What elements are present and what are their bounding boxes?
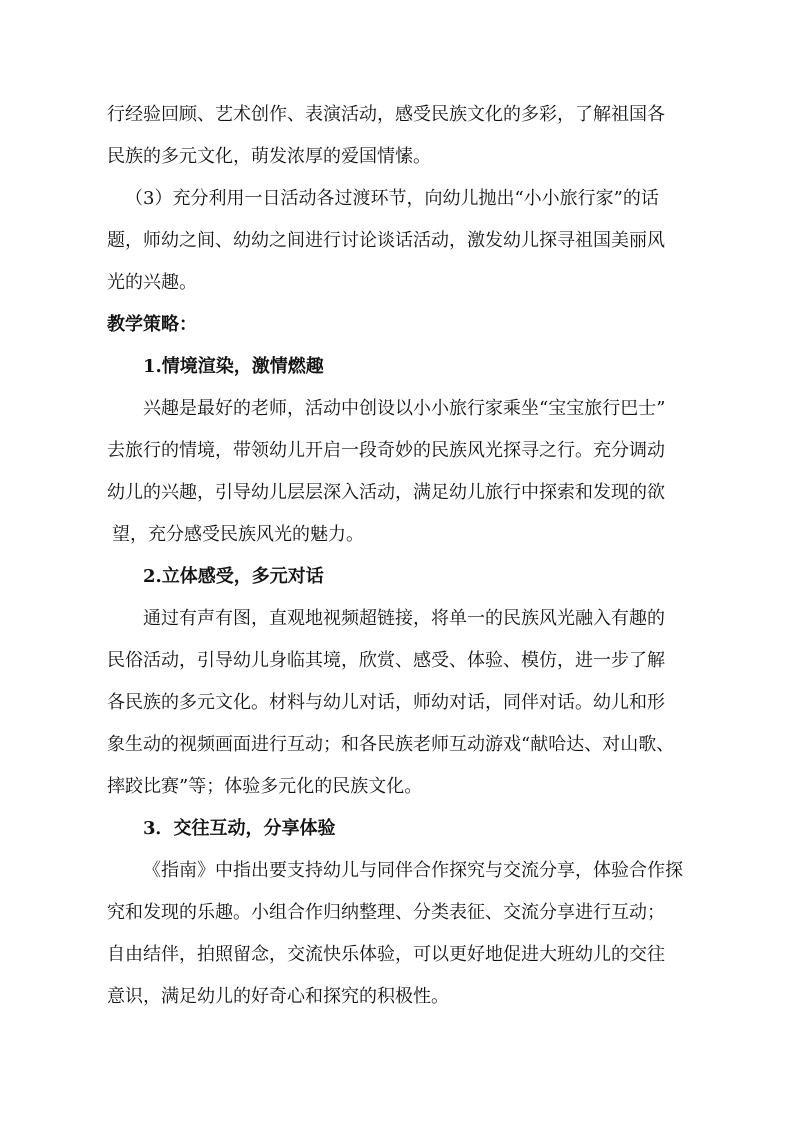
- paragraph-line: 意识，满足幼儿的好奇心和探究的积极性。: [107, 986, 449, 1007]
- subsection-heading: 3．交往互动，分享体验: [143, 818, 336, 839]
- paragraph-line: 象生动的视频画面进行互动；和各民族老师互动游戏“献哈达、对山歌、: [107, 734, 675, 755]
- subsection-heading: 1.情境渲染，激情燃趣: [143, 356, 324, 377]
- paragraph-line: 兴趣是最好的老师，活动中创设以小小旅行家乘坐“宝宝旅行巴士”: [143, 398, 666, 419]
- paragraph-line: 光的兴趣。: [107, 272, 197, 293]
- paragraph-line: 民俗活动，引导幼儿身临其境，欣赏、感受、体验、模仿，进一步了解: [107, 650, 665, 671]
- paragraph-line: 自由结伴，拍照留念，交流快乐体验，可以更好地促进大班幼儿的交往: [107, 944, 665, 965]
- paragraph-line: 《指南》中指出要支持幼儿与同伴合作探究与交流分享，体验合作探: [143, 860, 683, 881]
- paragraph-line: 幼儿的兴趣，引导幼儿层层深入活动，满足幼儿旅行中探索和发现的欲: [107, 482, 665, 503]
- paragraph-line: 行经验回顾、艺术创作、表演活动，感受民族文化的多彩，了解祖国各: [107, 104, 665, 125]
- paragraph-line: 题，师幼之间、幼幼之间进行讨论谈话活动，激发幼儿探寻祖国美丽风: [107, 230, 665, 251]
- paragraph-line: 各民族的多元文化。材料与幼儿对话，师幼对话，同伴对话。幼儿和形: [107, 692, 665, 713]
- paragraph-line: 民族的多元文化，萌发浓厚的爱国情愫。: [107, 146, 431, 167]
- subsection-heading: 2.立体感受，多元对话: [143, 566, 324, 587]
- paragraph-line: 通过有声有图，直观地视频超链接，将单一的民族风光融入有趣的: [143, 608, 665, 629]
- section-heading: 教学策略：: [107, 314, 197, 335]
- paragraph-line: 望，充分感受民族风光的魅力。: [112, 524, 364, 545]
- paragraph-line: 去旅行的情境，带领幼儿开启一段奇妙的民族风光探寻之行。充分调动: [107, 440, 665, 461]
- paragraph-line: 摔跤比赛”等；体验多元化的民族文化。: [107, 776, 423, 797]
- paragraph-line: 究和发现的乐趣。小组合作归纳整理、分类表征、交流分享进行互动；: [107, 902, 665, 923]
- paragraph-line: （3）充分利用一日活动各过渡环节，向幼儿抛出“小小旅行家”的话: [125, 188, 659, 209]
